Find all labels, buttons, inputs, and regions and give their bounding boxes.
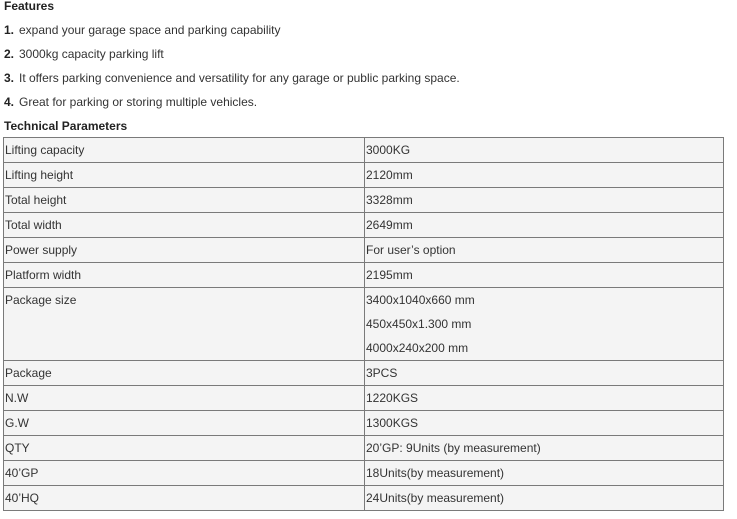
parameter-value-line: 3400x1040x660 mm — [366, 293, 475, 307]
table-row — [4, 411, 724, 436]
parameter-value: 2649mm — [365, 213, 724, 238]
table-row — [4, 486, 724, 511]
parameter-name: Package size — [4, 288, 365, 361]
parameter-value: 24Units(by measurement) — [365, 486, 724, 511]
parameter-value: 2195mm — [365, 263, 724, 288]
feature-number: 2. — [4, 47, 15, 61]
table-row — [4, 138, 724, 163]
table-row — [4, 213, 724, 238]
parameter-name: N.W — [4, 386, 365, 411]
table-row — [4, 436, 724, 461]
feature-item — [4, 70, 460, 94]
parameter-value-line: 4000x240x200 mm — [366, 341, 469, 355]
feature-item — [4, 22, 460, 46]
parameter-value: For user’s option — [365, 238, 724, 263]
table-row — [4, 288, 724, 361]
feature-number: 1. — [4, 23, 15, 37]
parameter-name: 40’GP — [4, 461, 365, 486]
parameter-value: 1300KGS — [365, 411, 724, 436]
feature-item — [4, 94, 460, 118]
parameter-value: 1220KGS — [365, 386, 724, 411]
parameter-name: G.W — [4, 411, 365, 436]
parameter-value: 2120mm — [365, 163, 724, 188]
table-row — [4, 188, 724, 213]
parameter-value: 3328mm — [365, 188, 724, 213]
parameter-value-multiline — [365, 288, 724, 361]
feature-text: 3000kg capacity parking lift — [19, 47, 164, 61]
parameter-name: Total width — [4, 213, 365, 238]
parameter-name: Package — [4, 361, 365, 386]
table-row — [4, 263, 724, 288]
parameter-value: 20’GP: 9Units (by measurement) — [365, 436, 724, 461]
parameter-name: QTY — [4, 436, 365, 461]
table-row — [4, 238, 724, 263]
parameter-value: 3000KG — [365, 138, 724, 163]
table-row — [4, 163, 724, 188]
parameter-name: Lifting height — [4, 163, 365, 188]
parameter-value: 3PCS — [365, 361, 724, 386]
features-heading: Features — [4, 0, 55, 13]
table-row — [4, 361, 724, 386]
feature-number: 3. — [4, 71, 15, 85]
feature-list — [4, 22, 460, 118]
technical-parameters-table — [3, 137, 724, 511]
parameter-name: Lifting capacity — [4, 138, 365, 163]
feature-item — [4, 46, 460, 70]
table-row — [4, 386, 724, 411]
parameter-name: Total height — [4, 188, 365, 213]
feature-number: 4. — [4, 95, 15, 109]
feature-text: It offers parking convenience and versatility for any garage or public parking space. — [19, 71, 460, 85]
parameter-name: Power supply — [4, 238, 365, 263]
parameter-name: Platform width — [4, 263, 365, 288]
feature-text: expand your garage space and parking capability — [19, 23, 281, 37]
technical-parameters-heading: Technical Parameters — [4, 119, 128, 133]
parameter-value: 18Units(by measurement) — [365, 461, 724, 486]
feature-text: Great for parking or storing multiple vehicles. — [19, 95, 258, 109]
parameter-value-line: 450x450x1.300 mm — [366, 317, 472, 331]
table-row — [4, 461, 724, 486]
parameter-name: 40’HQ — [4, 486, 365, 511]
